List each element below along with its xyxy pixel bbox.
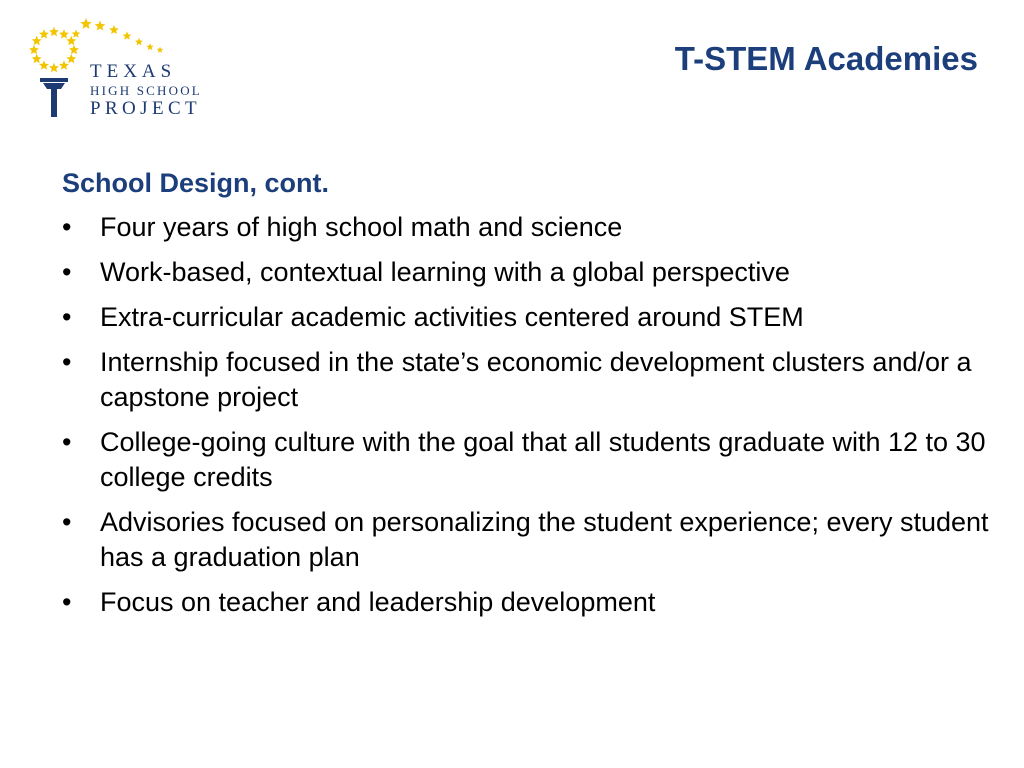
star-icon (146, 43, 153, 50)
bullet-text: Focus on teacher and leadership development (100, 587, 656, 617)
logo-line-texas: TEXAS (90, 61, 177, 82)
slide-title: T-STEM Academies (674, 40, 978, 77)
star-icon (29, 45, 39, 54)
bullet-item (62, 585, 992, 620)
star-icon (59, 60, 69, 69)
logo-line-project: PROJECT (90, 98, 202, 119)
bullet-text: Four years of high school math and science (100, 212, 623, 242)
star-icon (66, 54, 76, 63)
bullet-list (62, 210, 992, 630)
star-icon (72, 30, 81, 38)
bullet-item (62, 425, 992, 495)
star-icon (66, 36, 76, 45)
bullet-text: College-going culture with the goal that all students graduate with 12 to 30 college credits (100, 427, 986, 492)
bullet-text: Work-based, contextual learning with a global perspective (100, 257, 790, 287)
bullet-text: Internship focused in the state’s economic development clusters and/or a capstone project (100, 347, 972, 412)
star-icon (39, 60, 49, 69)
bullet-item (62, 345, 992, 415)
logo-text (90, 62, 202, 118)
texas-high-school-project-logo (26, 14, 236, 124)
star-icon (39, 29, 49, 38)
bullet-glyph: • (62, 347, 72, 377)
star-icon (49, 27, 59, 36)
star-icon (123, 31, 132, 39)
star-icon (32, 36, 42, 45)
bullet-item (62, 505, 992, 575)
star-icon (32, 54, 42, 63)
star-icon (69, 45, 79, 54)
bullet-item (62, 210, 992, 245)
bullet-glyph: • (62, 212, 72, 242)
star-icon (95, 21, 105, 31)
star-icon (109, 25, 119, 34)
bullet-text: Advisories focused on personalizing the student experience; every student has a graduation plan (100, 507, 989, 572)
bullet-item (62, 300, 992, 335)
bullet-glyph: • (62, 257, 72, 287)
bullet-glyph: • (62, 507, 72, 537)
star-icon (157, 47, 163, 53)
bullet-text: Extra-curricular academic activities centered around STEM (100, 302, 804, 332)
star-icon (80, 18, 91, 29)
bullet-glyph: • (62, 587, 72, 617)
star-icon (135, 38, 143, 46)
section-subtitle: School Design, cont. (62, 168, 330, 198)
star-icon (59, 29, 69, 38)
bullet-glyph: • (62, 427, 72, 457)
bullet-glyph: • (62, 302, 72, 332)
bullet-item (62, 255, 992, 290)
logo-line-high-school: HIGH SCHOOL (90, 83, 202, 98)
star-icon (49, 63, 59, 72)
